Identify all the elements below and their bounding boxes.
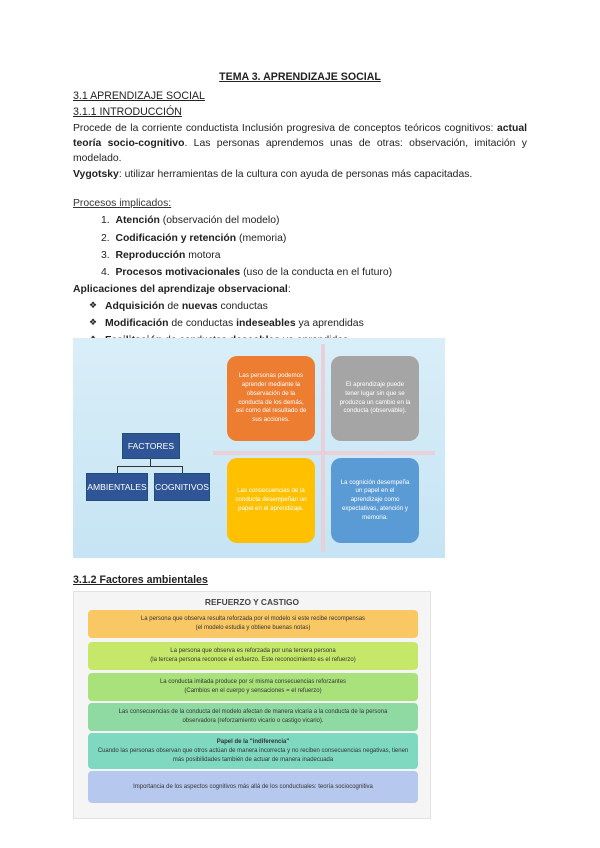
ambientales-box: AMBIENTALES — [86, 473, 148, 501]
vygotsky-paragraph: Vygotsky: utilizar herramientas de la cultura con ayuda de personas más capacitadas. — [73, 169, 473, 181]
list-item: 2. Codificación y retención (memoria) — [101, 232, 287, 244]
factores-diagram — [73, 338, 445, 558]
refuerzo-title: REFUERZO Y CASTIGO — [204, 597, 300, 607]
section-heading-3-1: 3.1 APRENDIZAJE SOCIAL — [73, 90, 205, 103]
cognitivos-box: COGNITIVOS — [154, 473, 210, 501]
cross-horizontal — [213, 451, 435, 455]
document-page — [73, 70, 527, 365]
list-item: 4. Procesos motivacionales (uso de la conducta en el futuro) — [101, 266, 393, 278]
quadrant-yellow: Las consecuencias de la conducta desempeñan un papel en el aprendizaje. — [227, 458, 315, 543]
section-heading-3-1-1: 3.1.1 INTRODUCCIÓN — [73, 105, 182, 118]
list-item: 3. Reproducción motora — [101, 249, 221, 261]
refuerzo-row: La persona que observa resulta reforzada por el modelo si este recibe recompensas (el modelo estudia y obtiene buenas notas) — [88, 610, 418, 638]
list-item: ❖ Modificación de conductas indeseables ya aprendidas — [89, 316, 527, 331]
refuerzo-row: Las consecuencias de la conducta del modelo afectan de manera vicaria a la conducta de la persona observadora (reforzamiento vicario o castigo vicario). — [88, 703, 418, 731]
list-item: ❖ Adquisición de nuevas conductas — [89, 299, 527, 314]
page-title: TEMA 3. APRENDIZAJE SOCIAL — [219, 71, 381, 83]
quadrant-blue: La cognición desempeña un papel en el aprendizaje como expectativas, atención y memoria. — [331, 458, 419, 543]
quadrant-orange: Las personas podemos aprender mediante la observación de la conducta de los demás, así como del resultado de sus acciones. — [227, 356, 315, 441]
procesos-list — [97, 213, 527, 279]
refuerzo-diagram — [73, 591, 431, 819]
quadrant-gray: El aprendizaje puede tener lugar sin que se produzca un cambio en la conducta (observable). — [331, 356, 419, 441]
refuerzo-row: Papel de la "indiferencia" Cuando las personas observan que otros actúan de manera incorrecta y no reciben consecuencias negativas, tienen más posibilidades también de actuar de manera inadecuada — [88, 733, 418, 769]
refuerzo-row: Importancia de los aspectos cognitivos más allá de los conductuales: teoría sociocognitiva — [88, 771, 418, 803]
factores-box: FACTORES — [122, 433, 180, 459]
section-heading-3-1-2: 3.1.2 Factores ambientales — [73, 574, 208, 586]
list-item: 1. Atención (observación del modelo) — [101, 215, 280, 227]
intro-paragraph: Procede de la corriente conductista Inclusión progresiva de conceptos teóricos cognitivos: actual teoría socio-cognitivo. Las personas aprendemos unas de otras: observación, imitación y modelado. — [73, 123, 527, 165]
refuerzo-row: La conducta imitada produce por sí misma consecuencias reforzantes (Cambios en el cuerpo y sensaciones = el refuerzo) — [88, 673, 418, 701]
cross-vertical — [321, 344, 325, 552]
aplicaciones-heading: Aplicaciones del aprendizaje observacional: — [73, 283, 291, 295]
refuerzo-row: La persona que observa es reforzada por una tercera persona (la tercera persona reconoce el esfuerzo. Este reconocimiento es el refuerzo) — [88, 642, 418, 670]
procesos-heading: Procesos implicados: — [73, 198, 172, 210]
